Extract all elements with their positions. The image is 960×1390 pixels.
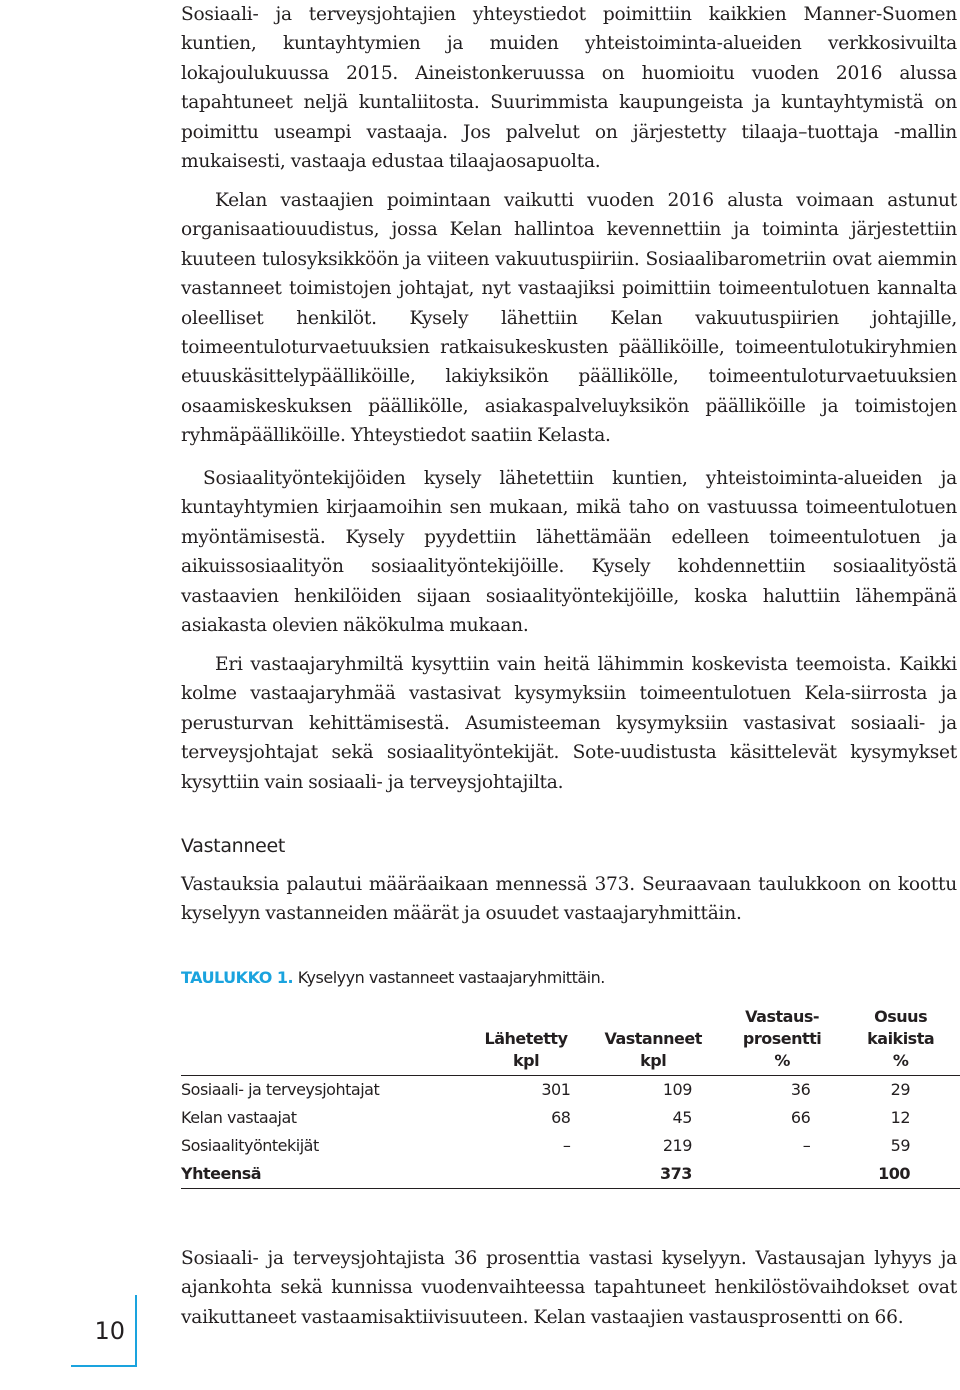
row-group: Sosiaali- ja terveysjohtajat [181,1080,380,1099]
total-group: Yhteensä [181,1160,469,1189]
paragraph-responses: Vastauksia palautui määräaikaan mennessä 373. Seuraavaan taulukkoon on koottu kyselyyn vastanneiden määrät ja osuudet vastaajaryhmittäin. [181,874,957,925]
respondents-table [181,1006,960,1189]
header-rate [723,1006,841,1076]
row-group: Kelan vastaajat [181,1108,297,1127]
row-share: 12 [890,1108,910,1127]
page-number: 10 [94,1317,125,1345]
row-share: 59 [890,1136,910,1155]
paragraph-themes: Eri vastaajaryhmiltä kysyttiin vain heitä lähimmin koskevista teemoista. Kaikki kolme vastaajaryhmää vastasivat kysymyksiin toimeentulotuen Kela-siirrosta ja perusturvan kehittämisestä. Asumisteeman kysymyksiin vastasivat sosiaali- ja terveysjohtajat sekä sosiaalityöntekijät. Sote-uudistusta käsittelevät kysymykset kysyttiin vain sosiaali- ja terveysjohtajilta. [181,654,957,793]
paragraph-social-workers: Sosiaalityöntekijöiden kysely lähetettiin kuntien, yhteistoiminta-alueiden ja kuntayhtymien kirjaamoihin sen mukaan, mikä taho on vastuussa toimeentulotuen myöntämisestä. Kysely pyydettiin lähettämään edelleen toimeentulotuen ja aikuissosiaalityön sosiaalityöntekijöille. Kysely kohdennettiin sosiaalityöstä vastaavien henkilöiden sijaan sosiaalityöntekijöille, koska haluttiin lähempänä asiakasta olevien näkökulma mukaan. [181,468,957,637]
row-sent: 68 [551,1108,571,1127]
table-caption-label: TAULUKKO 1. [181,968,294,987]
table-caption [181,968,605,987]
header-share-line1: Osuus [874,1007,928,1026]
page-number-box [71,1295,137,1367]
paragraph-response-rates: Sosiaali- ja terveysjohtajista 36 prosenttia vastasi kyselyyn. Vastausajan lyhyys ja ajankohta sekä kunnissa vuodenvaihteessa tapahtuneet henkilöstövaihdokset ovat vaikuttaneet vastaamisaktiivisuuteen. Kelan vastaajien vastausprosentti on 66. [181,1248,957,1328]
header-sent-line1: Lähetetty [484,1029,568,1048]
row-share: 29 [890,1080,910,1099]
table-row [181,1104,960,1132]
header-rate-line1: Vastaus- [745,1007,819,1026]
header-share-line3: % [892,1051,909,1070]
section-heading: Vastanneet [181,835,286,857]
table-row [181,1076,960,1105]
total-rate [723,1160,841,1189]
row-responded: 219 [662,1136,692,1155]
table-row [181,1132,960,1160]
header-rate-line3: % [774,1051,790,1070]
header-group [181,1006,469,1076]
row-sent: – [562,1136,571,1155]
header-sent [469,1006,584,1076]
row-rate: 66 [790,1108,811,1127]
row-rate: – [802,1136,811,1155]
row-responded: 45 [672,1108,692,1127]
header-responded [583,1006,722,1076]
row-group: Sosiaalityöntekijät [181,1136,319,1155]
total-sent [469,1160,584,1189]
paragraph-contact-info: Sosiaali- ja terveysjohtajien yhteystiedot poimittiin kaikkien Manner-Suomen kuntien, kuntayhtymien ja muiden yhteistoiminta-alueiden verkkosivuilta lokajoulukuussa 2015. Aineistonkeruussa on huomioitu vuoden 2016 alussa tapahtuneet neljä kuntaliitosta. Suurimmista kaupungeista ja kuntayhtymistä on poimittu useampi vastaaja. Jos palvelut on järjestetty tilaaja–tuottaja -mallin mukaisesti, vastaaja edustaa tilaajaosapuolta. [181,4,957,173]
header-share [841,1006,960,1076]
total-responded: 373 [583,1160,722,1189]
row-responded: 109 [662,1080,692,1099]
header-share-line2: kaikista [867,1029,935,1048]
table-header-row [181,1006,960,1076]
paragraph-kela-respondents: Kelan vastaajien poimintaan vaikutti vuoden 2016 alusta voimaan astunut organisaatiouudistus, jossa Kelan hallintoa kevennettiin ja toiminta järjestettiin kuuteen tulosyksikköön ja viiteen vakuutuspiiriin. Sosiaalibarometriin ovat aiemmin vastanneet toimistojen johtajat, nyt vastaajiksi poimittiin toimeentulotuen kannalta oleelliset henkilöt. Kysely lähettiin Kelan vakuutuspiirien johtajille, toimeentuloturvaetuuksien ratkaisukeskusten päälliköille, toimeentulotukiryhmien etuuskäsittelypäälliköille, lakiyksikön päällikölle, toimeentuloturvaetuuksien osaamiskeskuksen päällikölle, asiakaspalveluyksikön päälliköille ja toimistojen ryhmäpäälliköille. Yhteystiedot saatiin Kelasta. [181,190,957,447]
row-rate: 36 [790,1080,811,1099]
total-share: 100 [841,1160,960,1189]
header-sent-line2: kpl [513,1051,540,1070]
header-rate-line2: prosentti [742,1029,822,1048]
header-responded-line2: kpl [640,1051,667,1070]
row-sent: 301 [541,1080,571,1099]
table-caption-text: Kyselyyn vastanneet vastaajaryhmittäin. [293,968,605,987]
table-total-row [181,1160,960,1189]
header-responded-line1: Vastanneet [604,1029,702,1048]
